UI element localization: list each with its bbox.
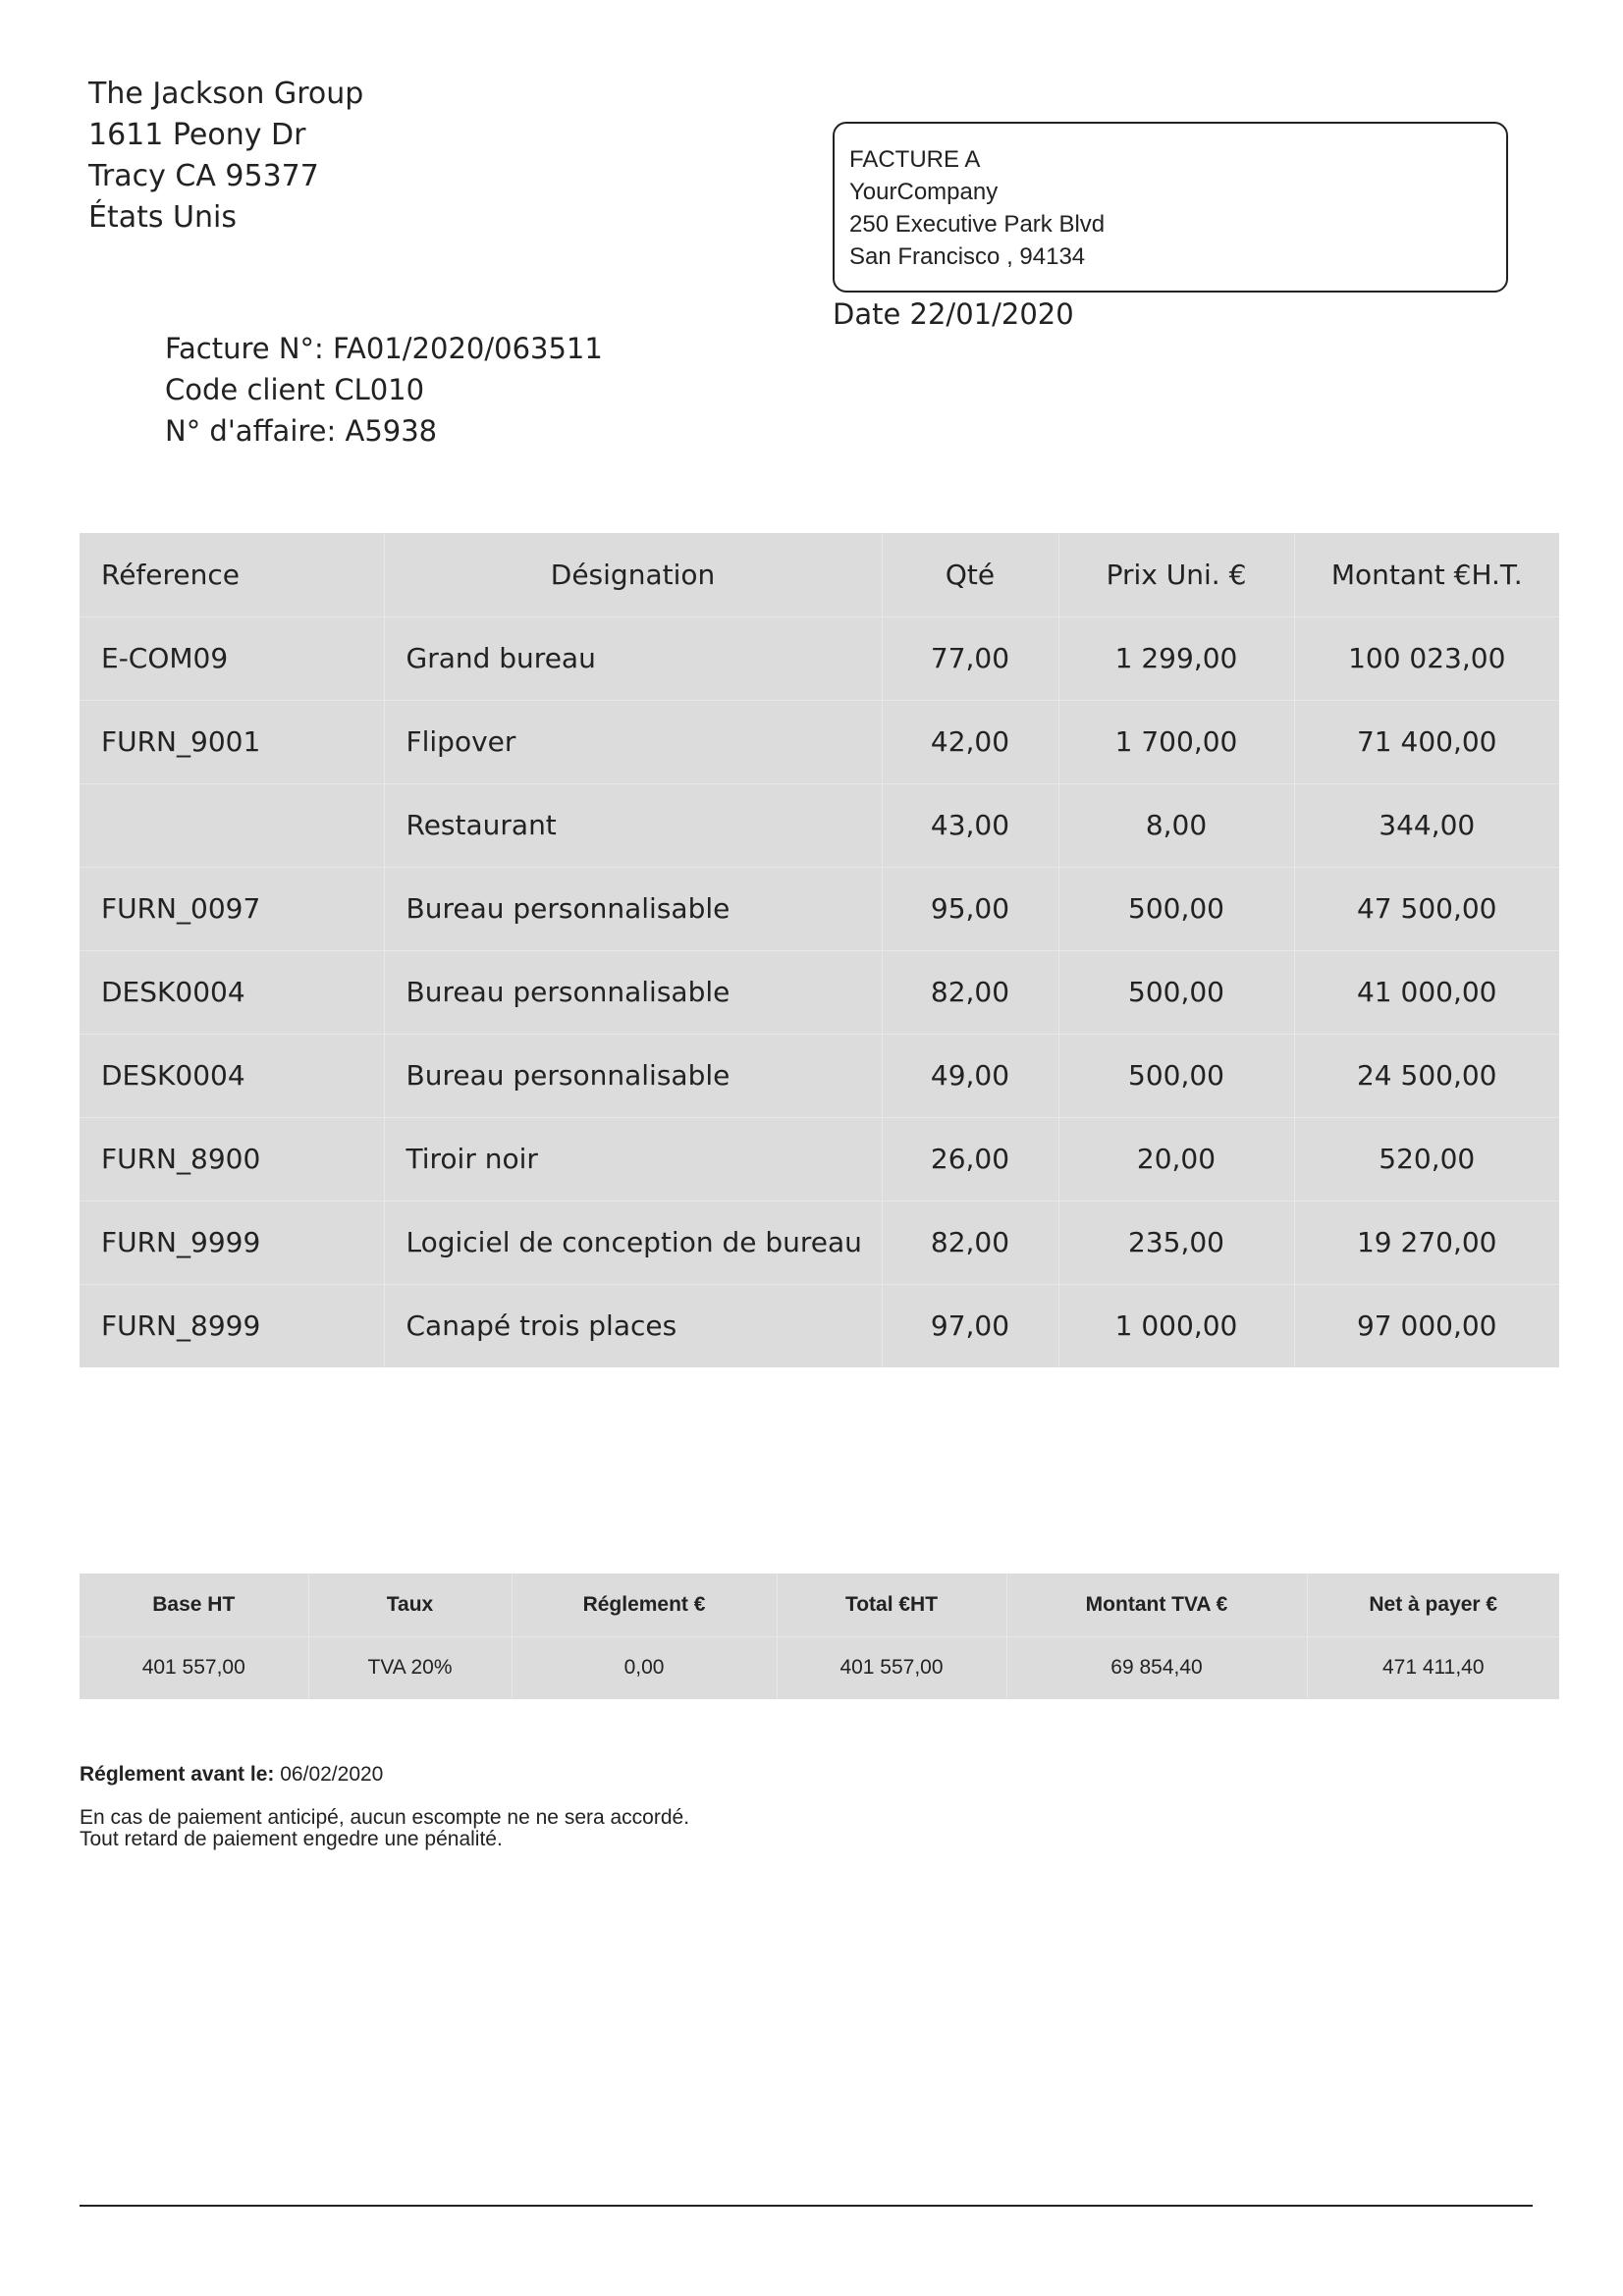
header-qty: Qté xyxy=(882,533,1058,616)
cell-unit-price: 1 700,00 xyxy=(1058,700,1294,783)
cell-unit-price: 1 299,00 xyxy=(1058,616,1294,700)
value-net-to-pay: 471 411,40 xyxy=(1381,1656,1485,1680)
cell-designation: Logiciel de conception de bureau xyxy=(384,1201,882,1284)
recipient-city: San Francisco , 94134 xyxy=(849,243,1086,270)
cell-qty: 97,00 xyxy=(882,1284,1058,1367)
header-reference: Réference xyxy=(80,533,384,616)
cell-unit-price: 8,00 xyxy=(1058,783,1294,867)
cell-reference: DESK0004 xyxy=(80,950,384,1034)
invoice-date: Date 22/01/2020 xyxy=(833,297,1074,331)
cell-amount: 47 500,00 xyxy=(1294,867,1559,950)
totals-header-row xyxy=(80,1574,1559,1636)
header-vat-amount: Montant TVA € xyxy=(1006,1574,1307,1636)
cell-reference xyxy=(80,783,384,867)
cell-amount: 71 400,00 xyxy=(1294,700,1559,783)
header-unit-price: Prix Uni. € xyxy=(1058,533,1294,616)
cell-amount: 24 500,00 xyxy=(1294,1034,1559,1117)
cell-designation: Canapé trois places xyxy=(384,1284,882,1367)
cell-designation: Restaurant xyxy=(384,783,882,867)
cell-designation: Grand bureau xyxy=(384,616,882,700)
cell-amount: 19 270,00 xyxy=(1294,1201,1559,1284)
cell-reference: E-COM09 xyxy=(80,616,384,700)
cell-qty: 82,00 xyxy=(882,950,1058,1034)
table-row xyxy=(80,950,1559,1034)
table-row xyxy=(80,1201,1559,1284)
cell-reference: FURN_9999 xyxy=(80,1201,384,1284)
cell-qty: 95,00 xyxy=(882,867,1058,950)
cell-amount: 41 000,00 xyxy=(1294,950,1559,1034)
payment-notes xyxy=(80,1807,689,1850)
cell-unit-price: 235,00 xyxy=(1058,1201,1294,1284)
recipient-company: YourCompany xyxy=(849,179,999,205)
header-total-ht: Total €HT xyxy=(777,1574,1006,1636)
totals-table xyxy=(80,1574,1559,1699)
cell-amount: 344,00 xyxy=(1294,783,1559,867)
items-table xyxy=(80,533,1559,1367)
cell-unit-price: 1 000,00 xyxy=(1058,1284,1294,1367)
cell-designation: Tiroir noir xyxy=(384,1117,882,1201)
cell-unit-price: 500,00 xyxy=(1058,950,1294,1034)
cell-amount: 97 000,00 xyxy=(1356,1309,1497,1343)
invoice-meta xyxy=(165,328,603,452)
value-base-ht: 401 557,00 xyxy=(80,1636,308,1699)
footer-divider xyxy=(80,2205,1533,2207)
client-code: Code client CL010 xyxy=(165,373,425,406)
sender-address xyxy=(88,74,363,239)
cell-reference: FURN_0097 xyxy=(80,867,384,950)
sender-country: États Unis xyxy=(88,200,237,235)
note-discount: En cas de paiement anticipé, aucun escompte ne ne sera accordé. xyxy=(80,1806,690,1829)
payment-due-date: 06/02/2020 xyxy=(280,1763,384,1786)
recipient-heading: FACTURE A xyxy=(849,146,981,173)
cell-qty: 49,00 xyxy=(882,1034,1058,1117)
cell-qty: 43,00 xyxy=(882,783,1058,867)
value-vat-amount: 69 854,40 xyxy=(1006,1636,1307,1699)
header-base-ht: Base HT xyxy=(80,1574,308,1636)
recipient-box xyxy=(833,122,1508,293)
value-total-ht: 401 557,00 xyxy=(777,1636,1006,1699)
cell-qty: 77,00 xyxy=(882,616,1058,700)
note-penalty: Tout retard de paiement engedre une pénalité. xyxy=(80,1828,503,1850)
sender-street: 1611 Peony Dr xyxy=(88,118,306,152)
table-row xyxy=(80,616,1559,700)
payment-due-label: Réglement avant le: xyxy=(80,1763,275,1786)
recipient-street: 250 Executive Park Blvd xyxy=(849,211,1106,238)
payment-due xyxy=(80,1761,383,1789)
value-rate: TVA 20% xyxy=(308,1636,512,1699)
sender-name: The Jackson Group xyxy=(88,77,364,111)
invoice-number: Facture N°: FA01/2020/063511 xyxy=(165,332,603,365)
table-row xyxy=(80,1034,1559,1117)
header-amount: Montant €H.T. xyxy=(1294,533,1559,616)
cell-reference: FURN_8900 xyxy=(80,1117,384,1201)
cell-designation: Flipover xyxy=(384,700,882,783)
cell-unit-price: 20,00 xyxy=(1058,1117,1294,1201)
header-settlement: Réglement € xyxy=(512,1574,777,1636)
table-row xyxy=(80,1284,1559,1367)
deal-number: N° d'affaire: A5938 xyxy=(165,414,438,448)
table-row xyxy=(80,867,1559,950)
items-table-header-row xyxy=(80,533,1559,616)
header-net-to-pay: Net à payer € xyxy=(1307,1574,1559,1636)
cell-designation: Bureau personnalisable xyxy=(384,1034,882,1117)
sender-city: Tracy CA 95377 xyxy=(88,159,319,193)
cell-unit-price: 500,00 xyxy=(1058,867,1294,950)
cell-reference: DESK0004 xyxy=(80,1034,384,1117)
cell-amount: 100 023,00 xyxy=(1294,616,1559,700)
table-row xyxy=(80,1117,1559,1201)
cell-qty: 82,00 xyxy=(882,1201,1058,1284)
cell-reference: FURN_8999 xyxy=(80,1284,384,1367)
cell-qty: 26,00 xyxy=(882,1117,1058,1201)
value-settlement: 0,00 xyxy=(512,1636,777,1699)
totals-value-row xyxy=(80,1636,1559,1699)
header-designation: Désignation xyxy=(384,533,882,616)
cell-unit-price: 500,00 xyxy=(1058,1034,1294,1117)
cell-designation: Bureau personnalisable xyxy=(384,867,882,950)
header-rate: Taux xyxy=(308,1574,512,1636)
cell-designation: Bureau personnalisable xyxy=(384,950,882,1034)
table-row xyxy=(80,783,1559,867)
table-row xyxy=(80,700,1559,783)
cell-qty: 42,00 xyxy=(882,700,1058,783)
cell-amount: 520,00 xyxy=(1294,1117,1559,1201)
cell-reference: FURN_9001 xyxy=(80,700,384,783)
